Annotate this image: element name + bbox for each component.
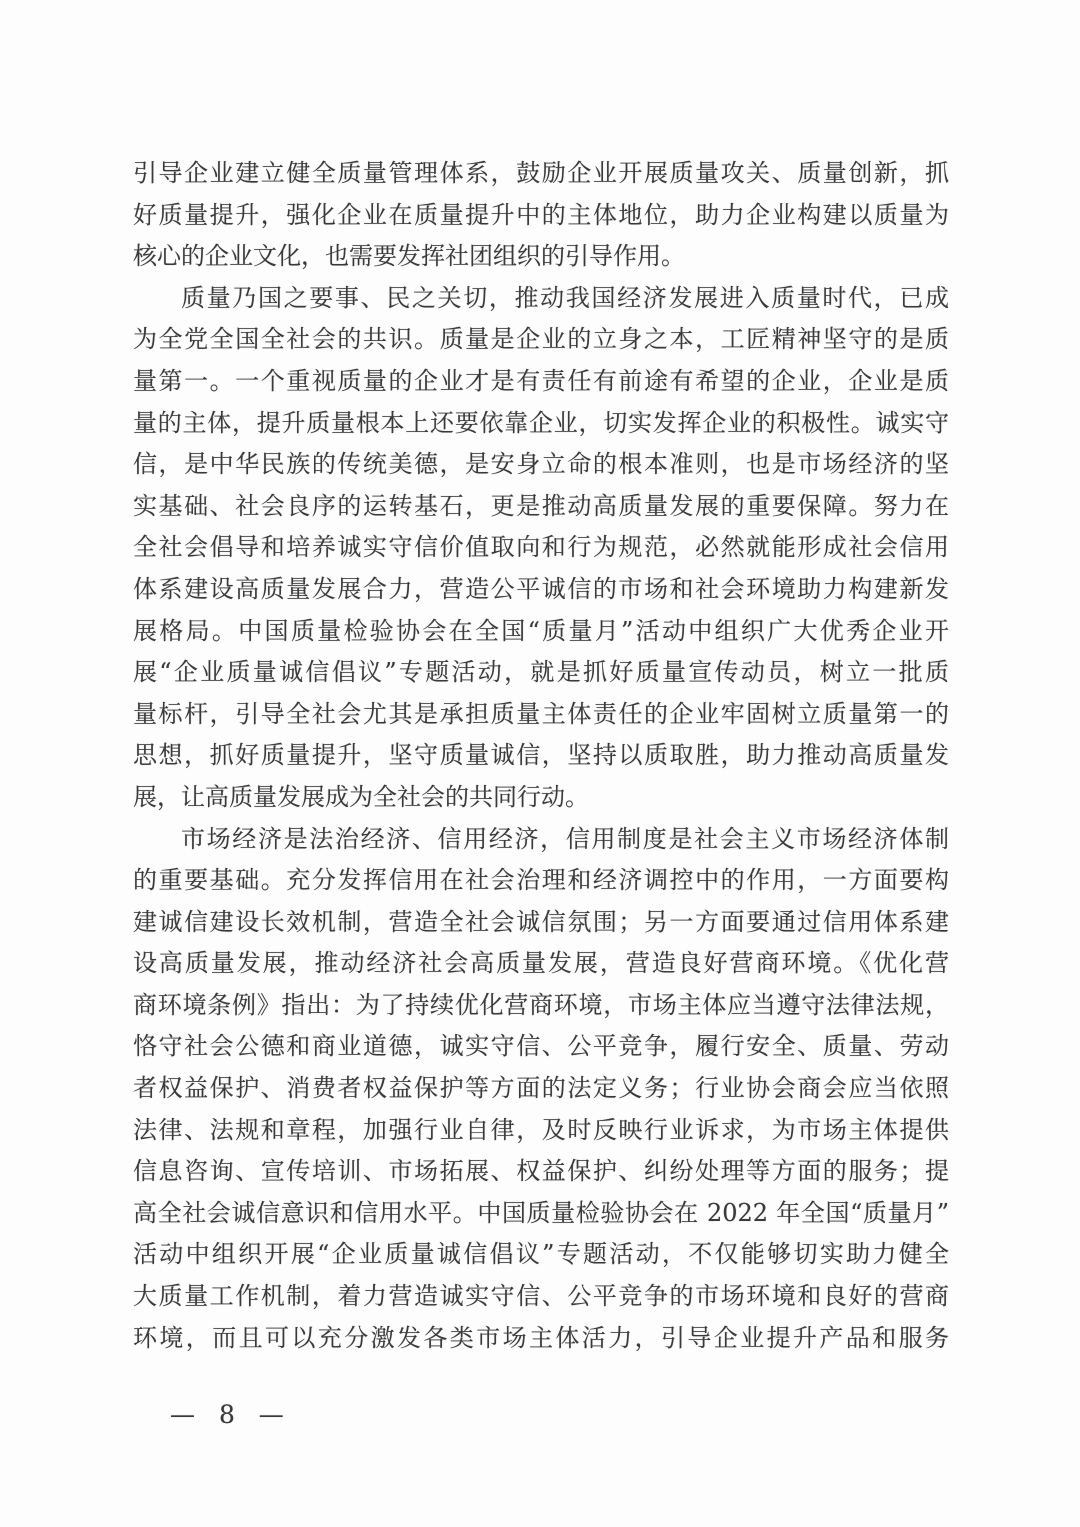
text-line: 好质量提升，强化企业在质量提升中的主体地位，助力企业构建以质量为 [133,200,949,229]
page-footer [170,1400,292,1429]
text-line: 的重要基础。充分发挥信用在社会治理和经济调控中的作用，一方面要构 [133,866,949,895]
text-line: 全社会倡导和培养诚实守信价值取向和行为规范，必然就能形成社会信用 [133,533,949,562]
paragraph [133,819,949,1360]
text-line: 市场经济是法治经济、信用经济，信用制度是社会主义市场经济体制 [181,824,949,853]
text-line: 引导企业建立健全质量管理体系，鼓励企业开展质量攻关、质量创新，抓 [133,159,949,187]
text-line: 展格局。中国质量检验协会在全国“质量月”活动中组织广大优秀企业开 [133,616,949,645]
text-line: 信息咨询、宣传培训、市场拓展、权益保护、纠纷处理等方面的服务；提 [133,1157,949,1186]
text-line: 量的主体，提升质量根本上还要依靠企业，切实发挥企业的积极性。诚实守 [133,408,949,437]
text-line: 体系建设高质量发展合力，营造公平诚信的市场和社会环境助力构建新发 [133,574,949,603]
text-line: 为全党全国全社会的共识。质量是企业的立身之本，工匠精神坚守的是质 [133,325,949,354]
text-line: 设高质量发展，推动经济社会高质量发展，营造良好营商环境。《优化营 [133,949,949,978]
text-line: 量标杆，引导全社会尤其是承担质量主体责任的企业牢固树立质量第一的 [133,699,949,728]
text-line: 思想，抓好质量提升，坚守质量诚信，坚持以质取胜，助力推动高质量发 [133,741,949,770]
text-line: 活动中组织开展“企业质量诚信倡议”专题活动，不仅能够切实助力健全 [133,1240,949,1269]
document-body [133,153,949,1359]
text-line: 环境，而且可以充分激发各类市场主体活力，引导企业提升产品和服务 [133,1323,949,1352]
text-line: 建诚信建设长效机制，营造全社会诚信氛围；另一方面要通过信用体系建 [133,907,949,936]
page-number: — 8 — [170,1400,292,1429]
text-line: 法律、法规和章程，加强行业自律，及时反映行业诉求，为市场主体提供 [133,1115,949,1144]
text-line: 者权益保护、消费者权益保护等方面的法定义务；行业协会商会应当依照 [133,1074,949,1103]
text-line: 核心的企业文化，也需要发挥社团组织的引导作用。 [133,242,685,271]
text-line: 实基础、社会良序的运转基石，更是推动高质量发展的重要保障。努力在 [133,491,949,520]
text-line: 大质量工作机制，着力营造诚实守信、公平竞争的市场环境和良好的营商 [133,1282,949,1311]
text-line: 恪守社会公德和商业道德，诚实守信、公平竞争，履行安全、质量、劳动 [133,1032,949,1061]
paragraph [133,278,949,819]
text-line: 质量乃国之要事、民之关切，推动我国经济发展进入质量时代，已成 [181,283,949,312]
paragraph [133,153,949,278]
text-line: 量第一。一个重视质量的企业才是有责任有前途有希望的企业，企业是质 [133,366,949,395]
text-line: 展“企业质量诚信倡议”专题活动，就是抓好质量宣传动员，树立一批质 [133,658,949,687]
text-line: 信，是中华民族的传统美德，是安身立命的根本准则，也是市场经济的坚 [133,450,949,479]
text-line: 展，让高质量发展成为全社会的共同行动。 [133,782,589,811]
text-line: 高全社会诚信意识和信用水平。中国质量检验协会在 2022 年全国“质量月” [133,1198,949,1227]
text-line: 商环境条例》指出：为了持续优化营商环境，市场主体应当遵守法律法规， [133,990,949,1019]
